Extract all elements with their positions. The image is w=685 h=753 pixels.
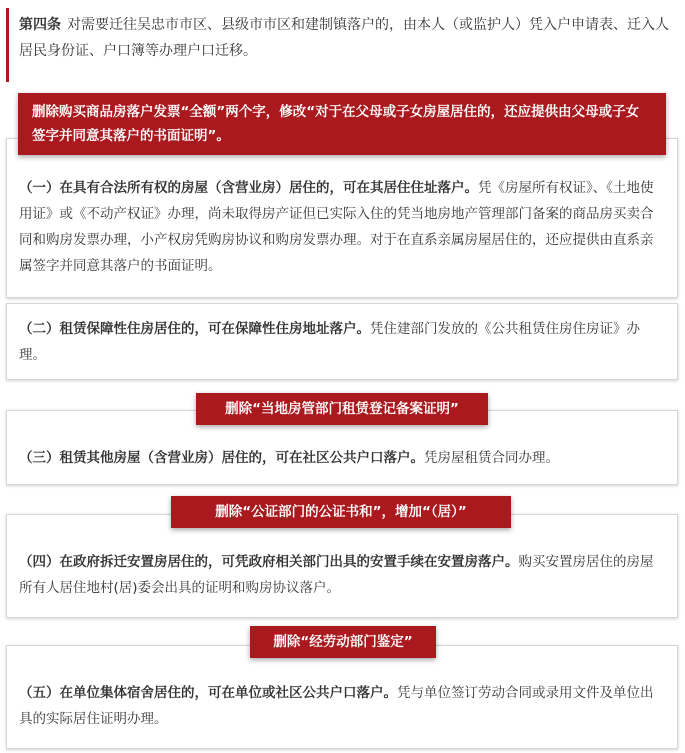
article-number: 第四条 <box>19 17 61 33</box>
clause-5-lead: （五）在单位集体宿舍居住的，可在单位或社区公共户口落户。 <box>19 685 397 701</box>
article-four-paragraph <box>6 8 674 82</box>
clause-5-body: 凭与单位签订劳动合同或录用文件及单位出具的实际居住证明办理。 <box>19 685 654 727</box>
clause-3-body: 凭房屋租赁合同办理。 <box>424 450 559 466</box>
clause-4-body: 购买安置房居住的房屋所有人居住地村(居)委会出具的证明和购房协议落户。 <box>19 554 654 596</box>
clause-box-4 <box>6 514 678 618</box>
amendment-banner-2: 删除“当地房管部门租赁登记备案证明” <box>196 393 488 425</box>
amendment-banner-3: 删除“公证部门的公证书和”，增加“（居）” <box>171 496 511 528</box>
clause-box-2 <box>6 303 678 380</box>
clause-2-lead: （二）租赁保障性住房居住的，可在保障性住房地址落户。 <box>19 321 370 337</box>
clause-4-lead: （四）在政府拆迁安置房居住的，可凭政府相关部门出具的安置手续在安置房落户。 <box>19 554 519 570</box>
clause-3-lead: （三）租赁其他房屋（含营业房）居住的，可在社区公共户口落户。 <box>19 450 424 466</box>
article-body: 对需要迁往吴忠市市区、县级市市区和建制镇落户的，由本人（或监护人）凭入户申请表、迁入人居民身份证、户口簿等办理户口迁移。 <box>19 17 669 59</box>
clause-1-lead: （一）在具有合法所有权的房屋（含营业房）居住的，可在其居住住址落户。 <box>19 180 478 196</box>
clause-2-body: 凭住建部门发放的《公共租赁住房住房证》办理。 <box>19 321 640 363</box>
clause-1-body: 凭《房屋所有权证》、《土地使用证》或《不动产权证》办理，尚未取得房产证但已实际入住的凭当地房地产管理部门备案的商品房买卖合同和购房发票办理，小产权房凭购房协议和购房发票办理。对于在直系亲属房屋居住的，还应提供由直系亲属签字并同意其落户的书面证明。 <box>19 180 654 274</box>
amendment-banner-4: 删除“经劳动部门鉴定” <box>250 626 436 658</box>
amendment-banner-1: 删除购买商品房落户发票“全额”两个字，修改“对于在父母或子女房屋居住的，还应提供由父母或子女签字并同意其落户的书面证明”。 <box>18 93 666 155</box>
clause-box-5 <box>6 645 678 749</box>
clause-box-1 <box>6 138 678 298</box>
